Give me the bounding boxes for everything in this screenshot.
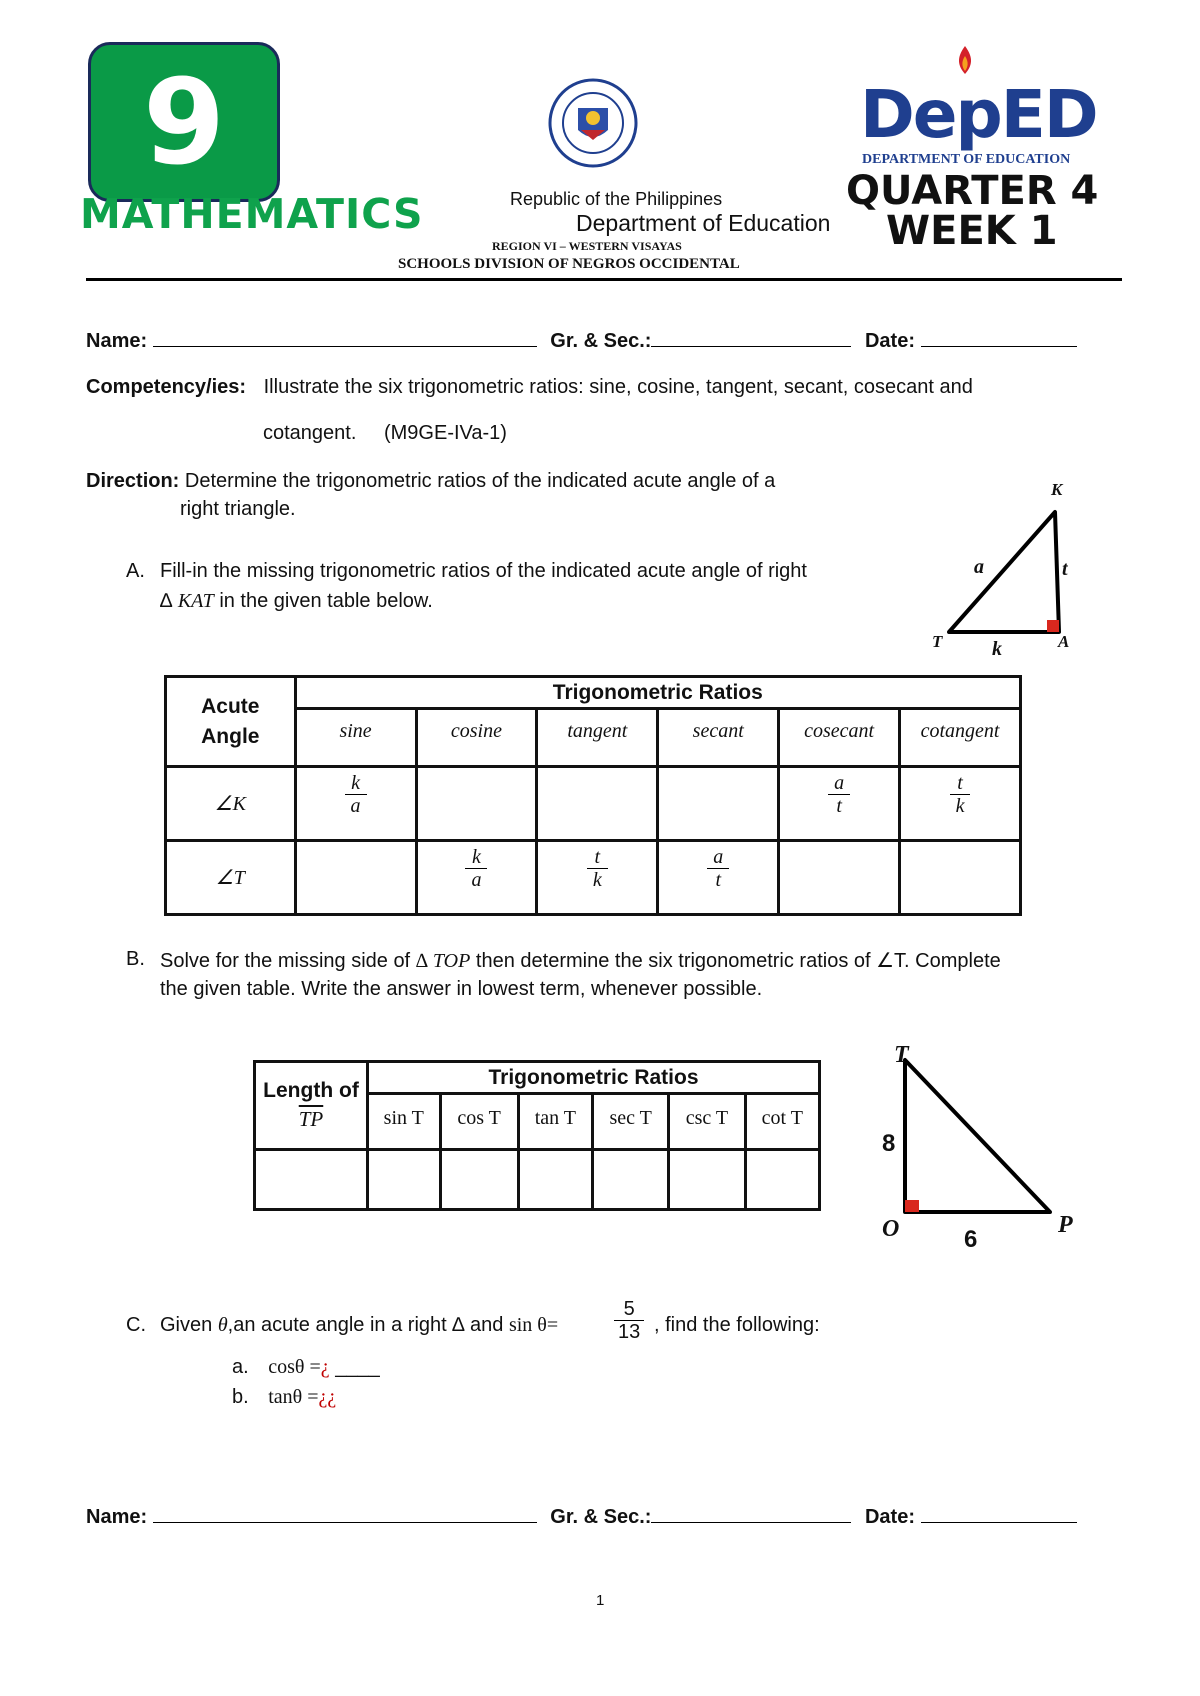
- part-b-text-line2: the given table. Write the answer in lowest term, whenever possible.: [160, 978, 763, 1000]
- vertex-t-label: T: [894, 1042, 909, 1068]
- side-to-length: 8: [882, 1130, 896, 1157]
- corner-line1: Acute: [201, 694, 260, 718]
- name-label: Name:: [86, 1506, 148, 1528]
- torch-icon: [948, 44, 982, 84]
- fraction-denominator: a: [471, 869, 482, 891]
- answer-cell[interactable]: [368, 1150, 441, 1210]
- side-t-label: t: [1062, 558, 1068, 580]
- direction-label: Direction:: [86, 470, 180, 492]
- part-b-text-line1: [160, 948, 1001, 973]
- table-b-group-header: Trigonometric Ratios: [368, 1062, 820, 1094]
- answer-cell[interactable]: [745, 1150, 819, 1210]
- answer-cell[interactable]: [658, 767, 779, 841]
- table-a: [164, 675, 1022, 916]
- part-c-suffix: , find the following:: [654, 1314, 820, 1336]
- answer-cell[interactable]: [537, 767, 658, 841]
- direction-line2: right triangle.: [180, 498, 296, 520]
- direction-text: Determine the trigonometric ratios of the indicated acute angle of a: [184, 470, 776, 492]
- part-c-letter: C.: [126, 1314, 146, 1336]
- column-header-tangent: tangent: [537, 709, 658, 767]
- date-label: Date:: [864, 330, 915, 352]
- column-header-sin-t: sin T: [368, 1094, 441, 1150]
- fraction-denominator: t: [715, 869, 721, 891]
- date-field[interactable]: [921, 328, 1077, 347]
- subject-title: MATHEMATICS: [80, 190, 424, 238]
- answer-cell[interactable]: [593, 1150, 669, 1210]
- vertex-k-label: K: [1051, 480, 1063, 499]
- ratio-fraction: [950, 772, 971, 817]
- department-text: Department of Education: [576, 210, 831, 236]
- ratio-cell: [658, 841, 779, 915]
- grsec-label: Gr. & Sec.:: [550, 330, 652, 352]
- answer-cell[interactable]: [416, 767, 537, 841]
- item-glyph: ¿: [320, 1356, 330, 1378]
- fraction-denominator: a: [350, 795, 361, 817]
- column-header-cosecant: cosecant: [779, 709, 900, 767]
- item-letter: b.: [232, 1386, 249, 1408]
- quarter-label: QUARTER 4: [846, 168, 1099, 214]
- ratio-cell: [537, 841, 658, 915]
- ratio-fraction: [707, 846, 729, 891]
- fraction-numerator: a: [707, 846, 729, 869]
- grsec-field[interactable]: [651, 328, 851, 347]
- part-a-text-suffix: in the given table below.: [219, 590, 433, 612]
- part-a-text-line2: [160, 590, 433, 613]
- ratio-cell: [416, 841, 537, 915]
- part-c-prefix: Given: [160, 1314, 213, 1336]
- column-header-secant: secant: [658, 709, 779, 767]
- column-header-cotangent: cotangent: [900, 709, 1021, 767]
- part-a-letter: A.: [126, 560, 145, 582]
- answer-cell[interactable]: [669, 1150, 745, 1210]
- part-b-prefix: Solve for the missing side of: [160, 950, 411, 972]
- fraction-denominator: k: [955, 795, 965, 817]
- angle-cell: ∠T: [166, 841, 296, 915]
- student-info-line-bottom: [86, 1504, 1077, 1529]
- answer-cell[interactable]: [518, 1150, 592, 1210]
- answer-blank[interactable]: ____: [335, 1356, 380, 1378]
- part-c-item-b: [232, 1386, 336, 1409]
- part-c-mid: ,an acute angle in a right ∆ and: [227, 1314, 504, 1336]
- column-header-tan-t: tan T: [518, 1094, 592, 1150]
- vertex-a-label: A: [1058, 632, 1070, 651]
- header-divider: [86, 278, 1122, 281]
- fraction-numerator: t: [950, 772, 971, 795]
- delta-symbol: ∆: [160, 590, 173, 612]
- fraction-numerator: a: [828, 772, 850, 795]
- name-field[interactable]: [153, 328, 537, 347]
- direction-line1: [86, 470, 775, 493]
- table-row: [255, 1150, 820, 1210]
- side-a-label: a: [974, 556, 984, 578]
- fraction-denominator: 13: [618, 1321, 641, 1343]
- table-a-group-header: Trigonometric Ratios: [295, 677, 1020, 709]
- right-angle-marker: [1047, 620, 1059, 632]
- answer-cell[interactable]: [295, 841, 416, 915]
- competency-code: (M9GE-IVa-1): [383, 422, 507, 444]
- fraction-denominator: t: [836, 795, 842, 817]
- item-expression: cosθ =: [268, 1356, 321, 1378]
- triangle-top-shape: [905, 1060, 1050, 1212]
- theta-symbol: θ: [217, 1314, 228, 1336]
- republic-text: Republic of the Philippines: [510, 189, 723, 209]
- ratio-cell: [779, 767, 900, 841]
- part-b-letter: B.: [126, 948, 145, 970]
- ratio-fraction: [465, 846, 487, 891]
- item-glyph: ¿¿: [318, 1386, 337, 1408]
- region-text: REGION VI – WESTERN VISAYAS: [492, 239, 682, 253]
- vertex-o-label: O: [882, 1216, 900, 1242]
- answer-cell[interactable]: [440, 1150, 518, 1210]
- sin-theta-label: sin θ=: [508, 1314, 559, 1336]
- answer-cell[interactable]: [779, 841, 900, 915]
- corner-line2: Angle: [201, 724, 260, 748]
- table-a-corner: [166, 677, 296, 767]
- competency-line2: [263, 422, 507, 445]
- part-c-text: [160, 1314, 558, 1337]
- segment-tp-label: $\overline{TP}$: [298, 1107, 324, 1131]
- sin-fraction: [614, 1298, 644, 1343]
- competency-text: Illustrate the six trigonometric ratios: sine, cosine, tangent, secant, cosecant and: [263, 376, 973, 398]
- part-b-suffix: then determine the six trigonometric ratios of ∠T. Complete: [475, 950, 1001, 972]
- fraction-numerator: t: [587, 846, 608, 869]
- deped-subtitle: DEPARTMENT OF EDUCATION: [862, 152, 1071, 167]
- grsec-field[interactable]: [651, 1504, 851, 1523]
- corner-line1: Length of: [263, 1079, 359, 1102]
- grsec-label: Gr. & Sec.:: [550, 1506, 652, 1528]
- deped-logo: DepED: [860, 76, 1097, 153]
- ratio-cell: [900, 767, 1021, 841]
- competency-label: Competency/ies:: [86, 376, 247, 398]
- deped-seal-icon: [548, 78, 638, 168]
- date-field[interactable]: [921, 1504, 1077, 1523]
- grade-number: 9: [142, 53, 226, 191]
- part-a-text-line1: Fill-in the missing trigonometric ratios of the indicated acute angle of right: [160, 560, 807, 582]
- ratio-cell: [295, 767, 416, 841]
- column-header-sine: sine: [295, 709, 416, 767]
- name-field[interactable]: [153, 1504, 537, 1523]
- column-header-csc-t: csc T: [669, 1094, 745, 1150]
- competency-line1: [86, 376, 973, 399]
- vertex-t-label: T: [932, 632, 943, 651]
- angle-cell: ∠K: [166, 767, 296, 841]
- column-header-sec-t: sec T: [593, 1094, 669, 1150]
- table-b: [253, 1060, 821, 1211]
- fraction-numerator: 5: [614, 1298, 644, 1321]
- table-row: [166, 841, 1021, 915]
- side-k-label: k: [992, 638, 1002, 660]
- week-label: WEEK 1: [886, 208, 1058, 254]
- part-c-item-a: [232, 1356, 380, 1379]
- page-number: 1: [596, 1592, 605, 1609]
- fraction-numerator: k: [345, 772, 367, 795]
- fraction-denominator: k: [592, 869, 602, 891]
- ratio-fraction: [828, 772, 850, 817]
- tp-length-answer-cell[interactable]: [255, 1150, 368, 1210]
- triangle-kat-shape: [949, 512, 1059, 632]
- competency-text-cont: cotangent.: [263, 422, 357, 444]
- division-text: SCHOOLS DIVISION OF NEGROS OCCIDENTAL: [398, 256, 740, 272]
- ratio-fraction: [345, 772, 367, 817]
- column-header-cos-t: cos T: [440, 1094, 518, 1150]
- answer-cell[interactable]: [900, 841, 1021, 915]
- column-header-cosine: cosine: [416, 709, 537, 767]
- table-row: [166, 767, 1021, 841]
- date-label: Date:: [864, 1506, 915, 1528]
- name-label: Name:: [86, 330, 148, 352]
- column-header-cot-t: cot T: [745, 1094, 819, 1150]
- table-b-corner: [255, 1062, 368, 1150]
- right-angle-marker: [905, 1200, 919, 1212]
- ratio-fraction: [587, 846, 608, 891]
- fraction-numerator: k: [465, 846, 487, 869]
- side-op-length: 6: [964, 1226, 978, 1253]
- student-info-line: [86, 328, 1077, 353]
- vertex-p-label: P: [1058, 1212, 1073, 1238]
- triangle-top-name: ∆ TOP: [415, 950, 471, 972]
- triangle-name: KAT: [177, 590, 214, 612]
- item-expression: tanθ =: [268, 1386, 319, 1408]
- item-letter: a.: [232, 1356, 249, 1378]
